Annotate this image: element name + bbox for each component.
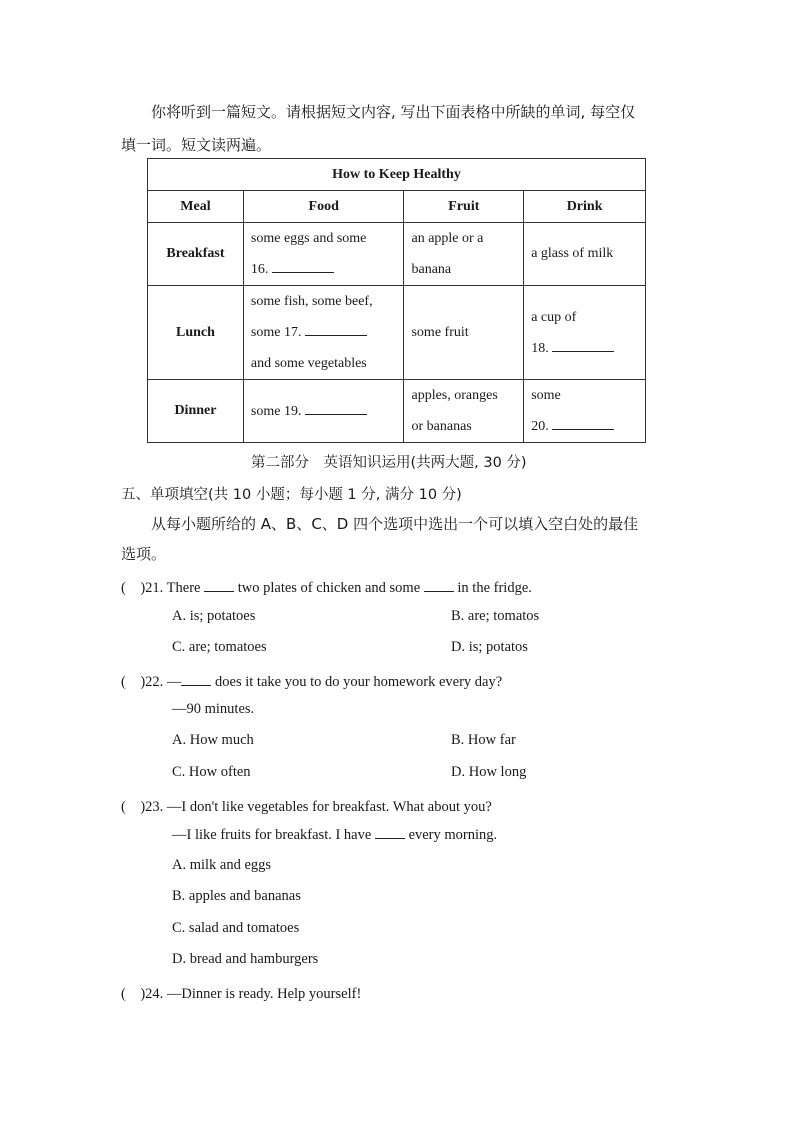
question-number: 21. (145, 580, 164, 596)
drink-cell (524, 223, 646, 286)
table-row (148, 380, 646, 443)
fruit-text: some fruit (411, 324, 469, 340)
option-c[interactable]: C. How often (172, 764, 251, 780)
header-meal: Meal (148, 191, 244, 223)
section5-heading: 五、单项填空(共 10 小题；每小题 1 分, 满分 10 分) (121, 487, 462, 503)
fruit-cell (404, 286, 524, 380)
blank-number: 20. (531, 419, 549, 434)
option-d[interactable]: D. is; potatos (451, 639, 528, 655)
question-stem: —Dinner is ready. Help yourself! (166, 986, 362, 1002)
meal-breakfast: Breakfast (148, 223, 244, 286)
option-a[interactable]: A. How much (172, 732, 254, 748)
fruit-text: apples, oranges (411, 388, 498, 403)
answer-blank-17[interactable] (305, 323, 367, 336)
question-22 (121, 670, 502, 691)
answer-bracket[interactable]: ( ) (121, 799, 146, 815)
fruit-cell (404, 380, 524, 443)
answer-blank-19[interactable] (305, 402, 367, 415)
drink-text: a glass of milk (531, 246, 614, 261)
question-24 (121, 982, 361, 1003)
listening-instruction-line1: 你将听到一篇短文。请根据短文内容, 写出下面表格中所缺的单词, 每空仅 (151, 103, 636, 121)
table-title: How to Keep Healthy (148, 159, 646, 191)
blank-number: 16. (250, 262, 269, 277)
reply-text: —I like fruits for breakfast. I have (172, 827, 372, 843)
question-number: 23. (145, 799, 164, 815)
answer-blank-20[interactable] (552, 417, 614, 430)
option-c[interactable]: C. salad and tomatoes (172, 920, 300, 936)
question-stem: does it take you to do your homework every day? (215, 674, 503, 690)
answer-blank-18[interactable] (552, 339, 614, 352)
option-c[interactable]: C. are; tomatoes (172, 639, 267, 655)
answer-bracket[interactable]: ( ) (121, 986, 146, 1002)
option-b[interactable]: B. are; tomatos (451, 608, 540, 624)
blank-number: some 19. (250, 404, 302, 419)
option-d[interactable]: D. bread and hamburgers (172, 951, 319, 967)
answer-bracket[interactable]: ( ) (121, 674, 146, 690)
header-fruit: Fruit (404, 191, 524, 223)
meal-lunch: Lunch (148, 286, 244, 380)
question-number: 22. (145, 674, 164, 690)
reply-text: every morning. (408, 827, 498, 843)
stem-blank (424, 579, 454, 592)
food-text: and some vegetables (250, 356, 367, 371)
part2-title: 第二部分 英语知识运用(共两大题, 30 分) (251, 455, 527, 471)
drink-text: a cup of (531, 309, 577, 325)
food-text: some eggs and some (250, 231, 367, 246)
blank-number: 18. (531, 340, 549, 356)
question-stem: There (166, 580, 201, 596)
question-23 (121, 795, 492, 816)
question-21 (121, 576, 532, 597)
question-stem: —I don't like vegetables for breakfast. What about you? (166, 799, 492, 815)
question-reply: —90 minutes. (172, 701, 255, 717)
question-number: 24. (145, 986, 164, 1002)
question-reply (172, 826, 497, 844)
stem-blank (204, 579, 234, 592)
option-b[interactable]: B. apples and bananas (172, 888, 301, 904)
stem-blank (375, 826, 405, 839)
question-stem: two plates of chicken and some (237, 580, 421, 596)
fruit-text: an apple or a (411, 231, 484, 246)
option-a[interactable]: A. is; potatoes (172, 608, 256, 624)
header-drink: Drink (524, 191, 646, 223)
option-d[interactable]: D. How long (451, 764, 527, 780)
header-food: Food (243, 191, 404, 223)
food-cell (243, 223, 404, 286)
drink-cell (524, 286, 646, 380)
answer-blank-16[interactable] (272, 260, 334, 273)
option-a[interactable]: A. milk and eggs (172, 857, 272, 873)
fruit-text: banana (411, 262, 452, 277)
question-stem: in the fridge. (457, 580, 532, 596)
fruit-cell (404, 223, 524, 286)
answer-bracket[interactable]: ( ) (121, 580, 146, 596)
food-cell (243, 286, 404, 380)
food-text: some fish, some beef, (250, 294, 373, 309)
fruit-text: or bananas (411, 419, 472, 434)
meal-dinner: Dinner (148, 380, 244, 443)
food-cell (243, 380, 404, 443)
option-b[interactable]: B. How far (451, 732, 516, 748)
section5-instruction-line1: 从每小题所给的 A、B、C、D 四个选项中选出一个可以填入空白处的最佳 (151, 515, 639, 533)
healthy-diet-table (147, 158, 646, 443)
drink-cell (524, 380, 646, 443)
question-stem: — (166, 674, 182, 690)
table-row (148, 286, 646, 380)
stem-blank (181, 673, 211, 686)
drink-text: some (531, 388, 561, 403)
section5-instruction-line2: 选项。 (121, 545, 167, 563)
blank-number: some 17. (250, 325, 302, 340)
table-row (148, 223, 646, 286)
listening-instruction-line2: 填一词。短文读两遍。 (121, 136, 272, 154)
